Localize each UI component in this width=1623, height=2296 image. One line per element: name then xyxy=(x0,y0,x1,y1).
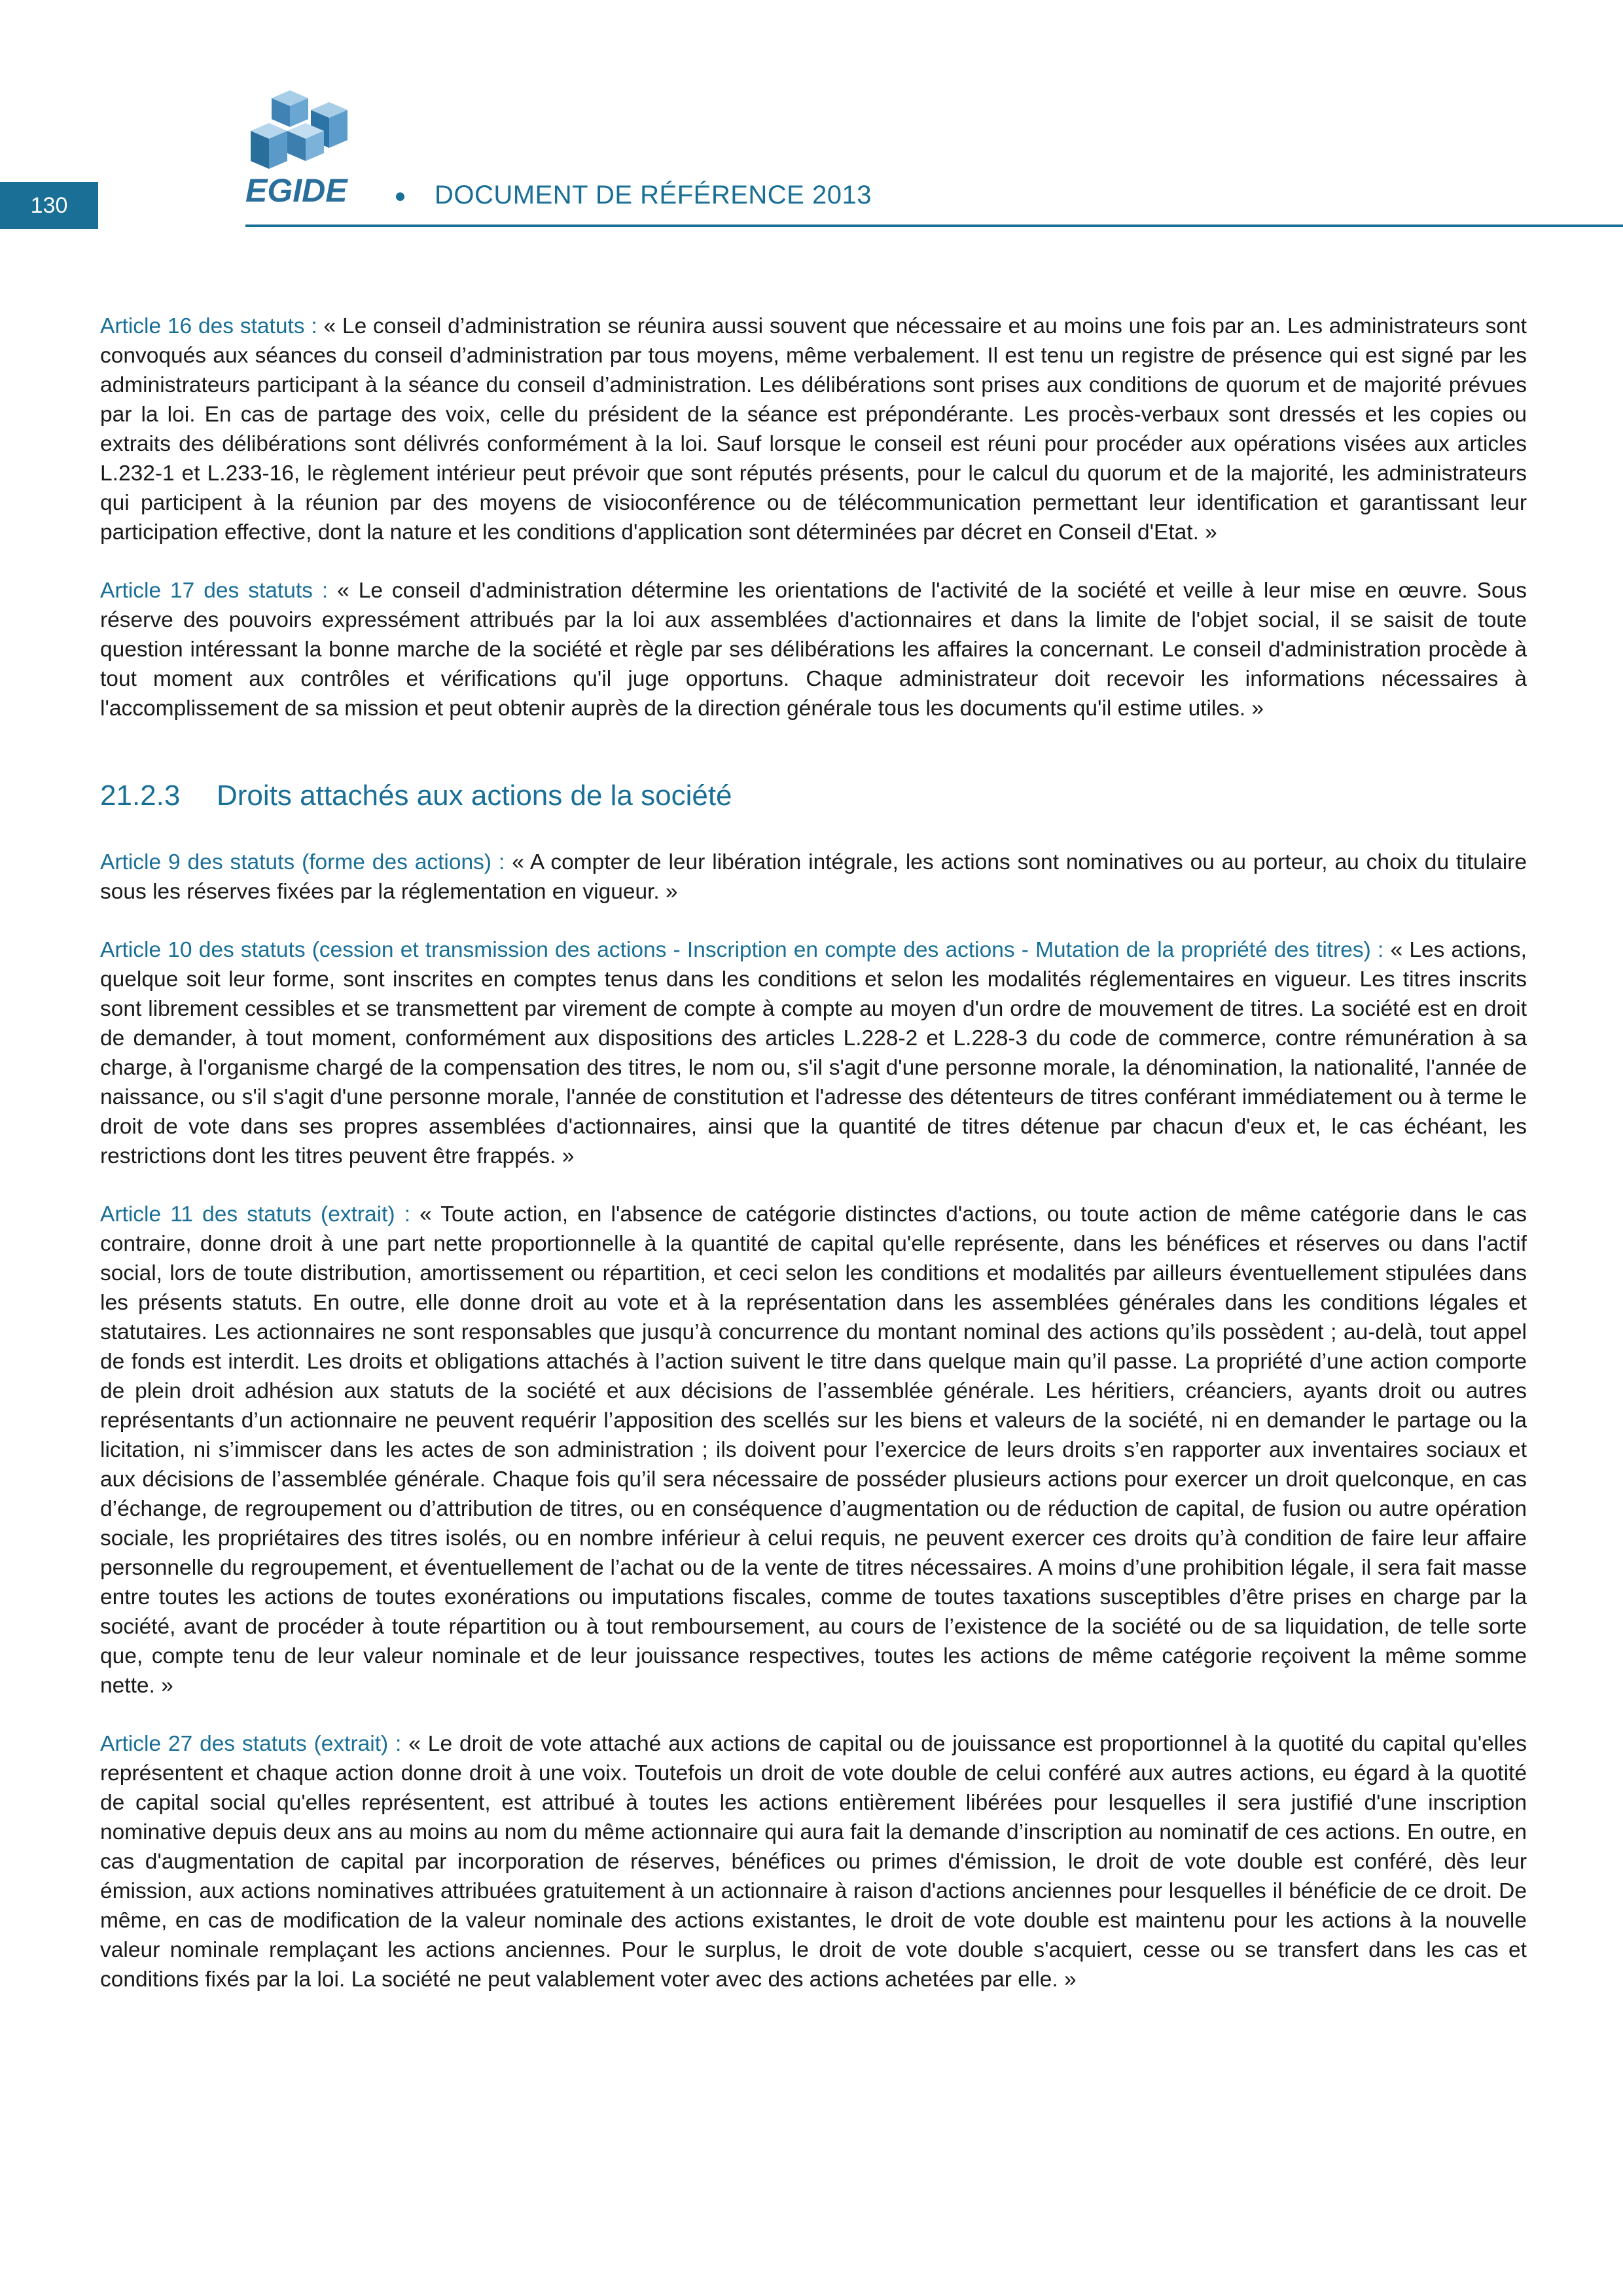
article-11-label: Article 11 des statuts (extrait) : xyxy=(100,1202,410,1227)
egide-logo xyxy=(245,85,370,209)
article-17-label: Article 17 des statuts : xyxy=(100,579,329,603)
section-number: 21.2.3 xyxy=(100,780,181,812)
section-title: Droits attachés aux actions de la société xyxy=(217,780,732,812)
article-11 xyxy=(100,1200,1527,1700)
article-10 xyxy=(100,935,1527,1171)
document-title: DOCUMENT DE RÉFÉRENCE 2013 xyxy=(435,181,872,209)
article-9 xyxy=(100,848,1527,906)
logo-text: EGIDE xyxy=(245,172,348,209)
article-17 xyxy=(100,576,1527,723)
article-27-text: « Le droit de vote attaché aux actions de capital ou de jouissance est proportionnel à la quotité du capital qu'elles représentent et chaque action donne droit à une voix. Toutefois un droit de vote double de celui conféré aux autres actions, eu égard à la quotité de capital social qu'elles représentent, est attribué à toutes les actions entièrement libérées pour lesquelles il sera justifié d'une inscription nominative depuis deux ans au moins au nom du même actionnaire qui aura fait la demande d’inscription au nominatif de ces actions. En outre, en cas d'augmentation de capital par incorporation de réserves, bénéfices ou primes d'émission, le droit de vote double est conféré, dès leur émission, aux actions nominatives attribuées gratuitement à un actionnaire à raison d'actions anciennes pour lesquelles il bénéficie de ce droit. De même, en cas de modification de la valeur nominale des actions existantes, le droit de vote double est maintenu pour les actions à la nouvelle valeur nominale remplaçant les actions anciennes. Pour le surplus, le droit de vote double s'acquiert, cesse ou se transfert dans les cas et conditions fixés par la loi. La société ne peut valablement voter avec des actions achetées par elle. » xyxy=(100,1732,1527,1992)
article-11-text: « Toute action, en l'absence de catégorie distinctes d'actions, ou toute action de même catégorie dans le cas contraire, donne droit à une part nette proportionnelle à la quantité de capital qu'elle représente, dans les bénéfices et réserves ou dans l'actif social, lors de toute distribution, amortissement ou répartition, et ceci selon les conditions et modalités par ailleurs éventuellement stipulées dans les présents statuts. En outre, elle donne droit au vote et à la représentation dans les assemblées générales dans les conditions légales et statutaires. Les actionnaires ne sont responsables que jusqu’à concurrence du montant nominal des actions qu’ils possèdent ; au-delà, tout appel de fonds est interdit. Les droits et obligations attachés à l’action suivent le titre dans quelque main qu’il passe. La propriété d’une action comporte de plein droit adhésion aux statuts de la société et aux décisions de l’assemblée générale. Les héritiers, créanciers, ayants droit ou autres représentants d’un actionnaire ne peuvent requérir l’apposition des scellés sur les biens et valeurs de la société, ni en demander le partage ou la licitation, ni s’immiscer dans les actes de son administration ; ils doivent pour l’exercice de leurs droits s’en rapporter aux inventaires sociaux et aux décisions de l’assemblée générale. Chaque fois qu’il sera nécessaire de posséder plusieurs actions pour exercer un droit quelconque, en cas d’échange, de regroupement ou d’attribution de titres, ou en conséquence d’augmentation ou de réduction de capital, de fusion ou autre opération sociale, les propriétaires des titres isolés, ou en nombre inférieur à celui requis, ne peuvent exercer ces droits qu’à condition de faire leur affaire personnelle du regroupement, et éventuellement de l’achat ou de la vente de titres nécessaires. A moins d’une prohibition légale, il sera fait masse entre toutes les actions de toutes exonérations ou imputations fiscales, comme de toutes taxations susceptibles d’être prises en charge par la société, avant de procéder à toute répartition ou à tout remboursement, au cours de l’existence de la société ou de sa liquidation, de telle sorte que, compte tenu de leur valeur nominale et de leur jouissance respectives, toutes les actions de même catégorie reçoivent la même somme nette. » xyxy=(100,1202,1527,1698)
article-17-text: « Le conseil d'administration détermine les orientations de l'activité de la société et veille à leur mise en œuvre. Sous réserve des pouvoirs expressément attribués par la loi aux assemblées d'actionnaires et dans la limite de l'objet social, il se saisit de toute question intéressant la bonne marche de la société et règle par ses délibérations les affaires la concernant. Le conseil d'administration procède à tout moment aux contrôles et vérifications qu'il juge opportuns. Chaque administrateur doit recevoir les informations nécessaires à l'accomplissement de sa mission et peut obtenir auprès de la direction générale tous les documents qu'il estime utiles. » xyxy=(100,579,1527,721)
article-9-text: « A compter de leur libération intégrale, les actions sont nominatives ou au porteur, au choix du titulaire sous les réserves fixées par la réglementation en vigueur. » xyxy=(100,850,1527,904)
page-body xyxy=(100,312,1527,2023)
article-10-text: « Les actions, quelque soit leur forme, sont inscrites en comptes tenus dans les conditions et selon les modalités réglementaires en vigueur. Les titres inscrits sont librement cessibles et se transmettent par virement de compte à compte au moyen d'un ordre de mouvement de titres. La société est en droit de demander, à tout moment, conformément aux dispositions des articles L.228-2 et L.228-3 du code de commerce, contre rémunération à sa charge, à l'organisme chargé de la compensation des titres, le nom ou, s'il s'agit d'une personne morale, la dénomination, la nationalité, l'année de naissance, ou s'il s'agit d'une personne morale, l'année de constitution et l'adresse des détenteurs de titres conférant immédiatement ou à terme le droit de vote dans ses propres assemblées d'actionnaires, ainsi que la quantité de titres détenue par chacun d'eux et, le cas échéant, les restrictions dont les titres peuvent être frappés. » xyxy=(100,938,1527,1168)
article-27 xyxy=(100,1729,1527,1994)
article-10-label: Article 10 des statuts (cession et transmission des actions - Inscription en compte des actions - Mutation de la propriété des titres) : xyxy=(100,938,1384,962)
article-27-label: Article 27 des statuts (extrait) : xyxy=(100,1732,402,1756)
page-number: 130 xyxy=(0,182,98,229)
article-16-label: Article 16 des statuts : xyxy=(100,314,317,338)
article-16-text: « Le conseil d’administration se réunira aussi souvent que nécessaire et au moins une fois par an. Les administrateurs sont convoqués aux séances du conseil d’administration par tous moyens, même verbalement. Il est tenu un registre de présence qui est signé par les administrateurs participant à la séance du conseil d’administration. Les délibérations sont prises aux conditions de quorum et de majorité prévues par la loi. En cas de partage des voix, celle du président de la séance est prépondérante. Les procès-verbaux sont dressés et les copies ou extraits des délibérations sont délivrés conformément à la loi. Sauf lorsque le conseil est réuni pour procéder aux opérations visées aux articles L.232-1 et L.233-16, le règlement intérieur peut prévoir que sont réputés présents, pour le calcul du quorum et de la majorité, les administrateurs qui participent à la réunion par des moyens de visioconférence ou de télécommunication permettant leur identification et garantissant leur participation effective, dont la nature et les conditions d'application sont déterminées par décret en Conseil d'Etat. » xyxy=(100,314,1527,545)
article-16 xyxy=(100,312,1527,547)
cubes-logo-icon xyxy=(245,85,370,209)
article-9-label: Article 9 des statuts (forme des actions) : xyxy=(100,850,505,874)
header-divider xyxy=(245,224,1623,227)
header-bullet xyxy=(396,192,404,201)
section-heading xyxy=(100,778,1527,814)
